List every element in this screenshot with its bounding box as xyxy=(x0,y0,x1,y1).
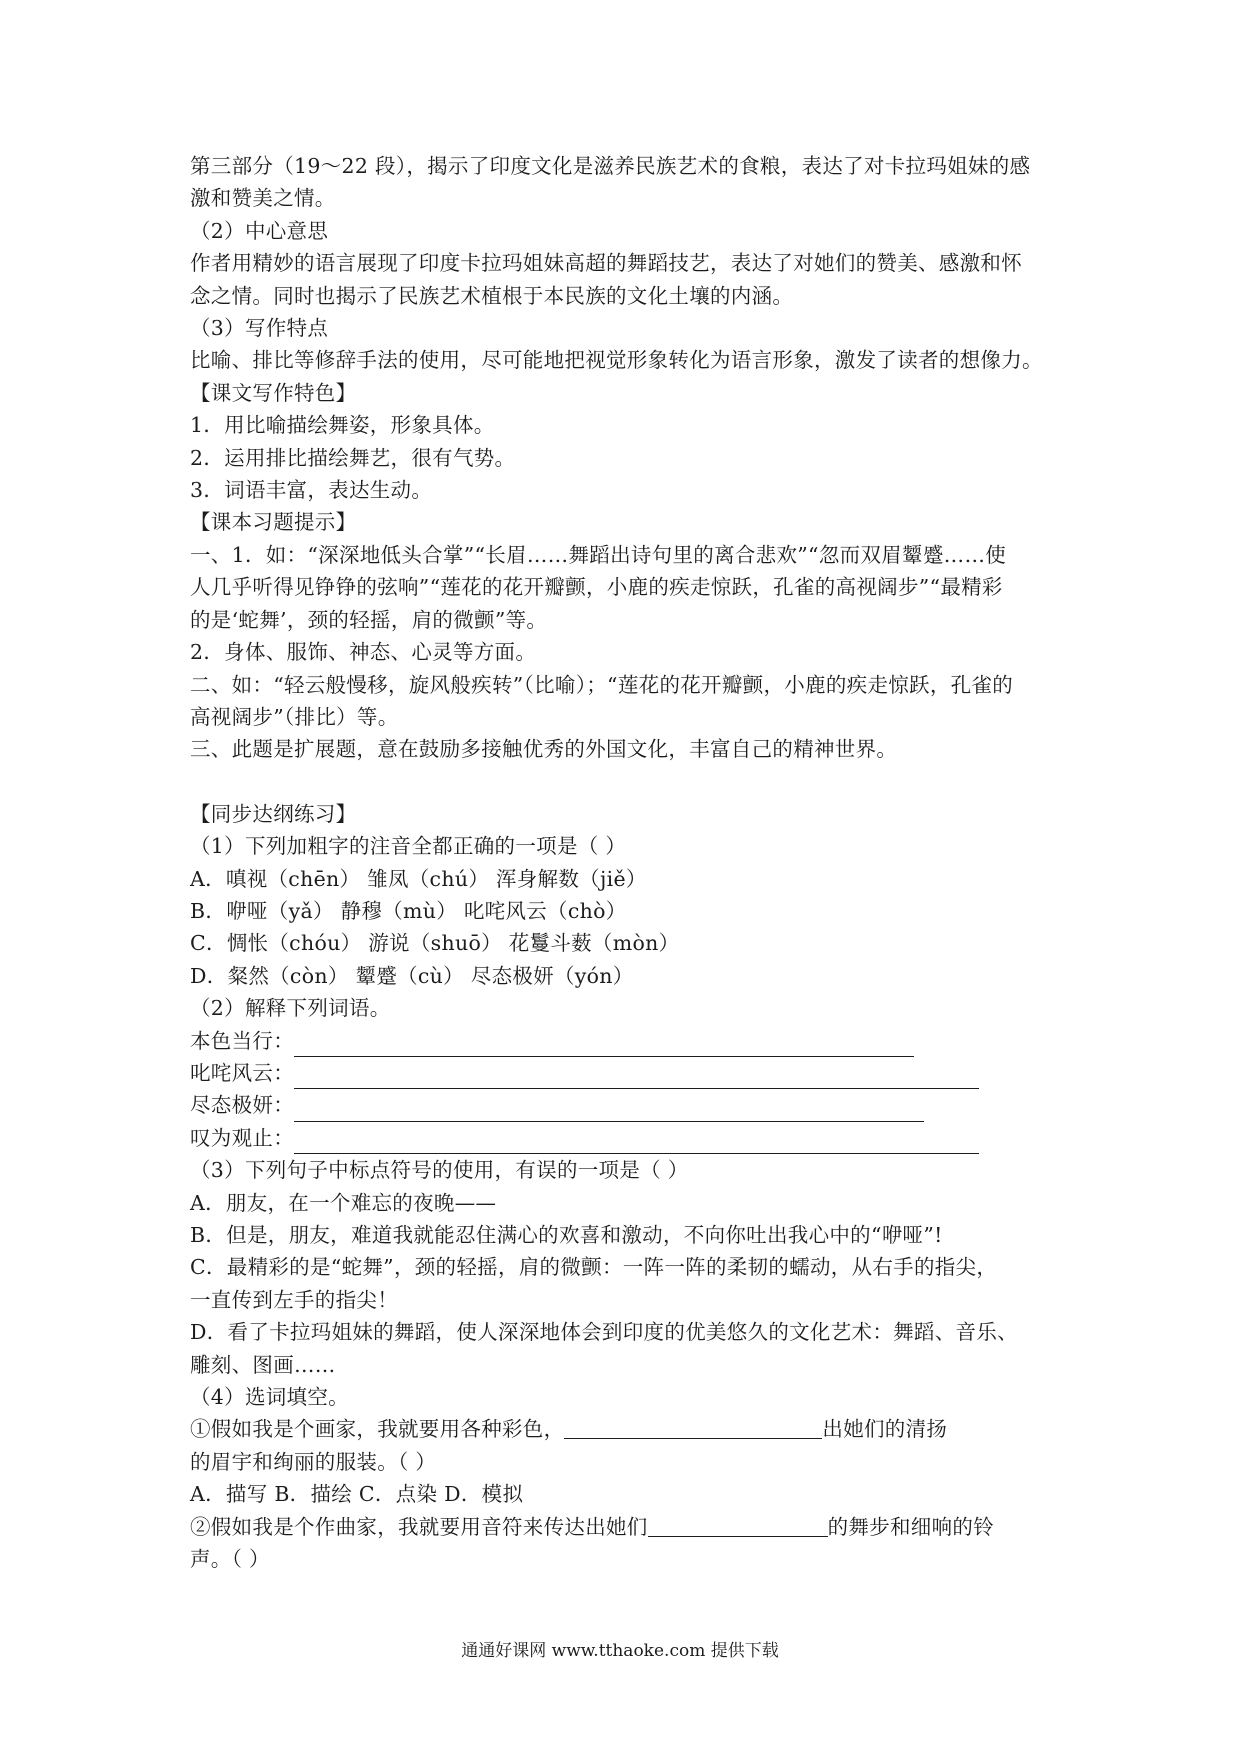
answer-blank[interactable] xyxy=(294,1131,979,1154)
question: （3）下列句子中标点符号的使用，有误的一项是（ ） xyxy=(190,1158,689,1183)
sentence-part: ②假如我是个作曲家，我就要用音符来传达出她们 xyxy=(190,1514,648,1539)
section-heading: （2）中心意思 xyxy=(190,218,329,243)
section-heading: 【课文写作特色】 xyxy=(190,380,357,405)
answer-option: B．但是，朋友，难道我就能忍住满心的欢喜和激动，不向你吐出我心中的“咿哑”! xyxy=(190,1222,943,1247)
text-line: 的是‘蛇舞’，颈的轻摇，肩的微颤”等。 xyxy=(190,607,548,632)
text-line: 一、1．如：“深深地低头合掌”“长眉……舞蹈出诗句里的离合悲欢”“忽而双眉颦蹙……使 xyxy=(190,542,1007,567)
list-item: 2．身体、服饰、神态、心灵等方面。 xyxy=(190,640,537,665)
question: （2）解释下列词语。 xyxy=(190,996,391,1021)
list-item: 2．运用排比描绘舞艺，很有气势。 xyxy=(190,445,516,470)
answer-option: C．惆怅（chóu） 游说（shuō） 花鬘斗薮（mòn） xyxy=(190,931,680,956)
answer-option: A．嗔视（chēn） 雏凤（chú） 浑身解数（jiě） xyxy=(190,866,647,891)
text-line: 比喻、排比等修辞手法的使用，尽可能地把视觉形象转化为语言形象，激发了读者的想像力。 xyxy=(190,348,1043,373)
question: （4）选词填空。 xyxy=(190,1384,349,1409)
section-heading: 【同步达纲练习】 xyxy=(190,801,357,826)
answer-blank[interactable] xyxy=(294,1099,924,1122)
section-heading: 【课本习题提示】 xyxy=(190,510,357,535)
text-line: 雕刻、图画…… xyxy=(190,1352,336,1377)
text-line: 念之情。同时也揭示了民族艺术植根于本民族的文化土壤的内涵。 xyxy=(190,283,794,308)
answer-blank[interactable] xyxy=(294,1034,914,1057)
text-line xyxy=(190,1413,1065,1445)
fill-in-row xyxy=(190,1089,1065,1121)
text-line: 激和赞美之情。 xyxy=(190,186,336,211)
section-heading: （3）写作特点 xyxy=(190,316,329,341)
answer-blank[interactable] xyxy=(564,1416,822,1439)
text-line xyxy=(190,1511,1065,1543)
list-item: 1．用比喻描绘舞姿，形象具体。 xyxy=(190,413,495,438)
document-body xyxy=(190,150,1065,1575)
term-label: 叹为观止： xyxy=(190,1125,294,1150)
answer-option: C．最精彩的是“蛇舞”，颈的轻摇，肩的微颤：一阵一阵的柔韧的蠕动，从右手的指尖， xyxy=(190,1255,998,1280)
text-line: 一直传到左手的指尖！ xyxy=(190,1287,398,1312)
sentence-part: 的舞步和细响的铃 xyxy=(827,1514,995,1539)
answer-blank[interactable] xyxy=(294,1066,979,1089)
fill-in-row xyxy=(190,1122,1065,1154)
answer-option: D．粲然（còn） 颦蹙（cù） 尽态极妍（yón） xyxy=(190,963,634,988)
fill-in-row xyxy=(190,1057,1065,1089)
text-line: 二、如：“轻云般慢移，旋风般疾转”（比喻）；“莲花的花开瓣颤，小鹿的疾走惊跃，孔雀的 xyxy=(190,672,1014,697)
answer-option: A．朋友，在一个难忘的夜晚—— xyxy=(190,1190,497,1215)
term-label: 本色当行： xyxy=(190,1028,294,1053)
fill-in-row xyxy=(190,1025,1065,1057)
list-item: 3．词语丰富，表达生动。 xyxy=(190,478,433,503)
text-line: 三、此题是扩展题，意在鼓励多接触优秀的外国文化，丰富自己的精神世界。 xyxy=(190,737,898,762)
answer-option: B．咿哑（yǎ） 静穆（mù） 叱咤风云（chò） xyxy=(190,898,627,923)
page-footer: 通通好课网 www.tthaoke.com 提供下载 xyxy=(461,1641,779,1661)
spacer xyxy=(190,766,1065,798)
sentence-part: ①假如我是个画家，我就要用各种彩色， xyxy=(190,1417,565,1442)
text-line: 第三部分（19～22 段），揭示了印度文化是滋养民族艺术的食粮，表达了对卡拉玛姐妹的感 xyxy=(190,154,1031,178)
answer-option: A．描写 B．描绘 C．点染 D．模拟 xyxy=(190,1482,524,1507)
text-line: 的眉宇和绚丽的服装。（ ） xyxy=(190,1449,437,1474)
term-label: 尽态极妍： xyxy=(190,1093,294,1118)
answer-option: D．看了卡拉玛姐妹的舞蹈，使人深深地体会到印度的优美悠久的文化艺术：舞蹈、音乐、 xyxy=(190,1320,1018,1345)
text-line: 声。（ ） xyxy=(190,1547,270,1571)
question: （1）下列加粗字的注音全都正确的一项是（ ） xyxy=(190,834,627,859)
answer-blank[interactable] xyxy=(648,1514,828,1537)
text-line: 人几乎听得见铮铮的弦响”“莲花的花开瓣颤，小鹿的疾走惊跃，孔雀的高视阔步”“最精彩 xyxy=(190,575,1003,600)
text-line: 作者用精妙的语言展现了印度卡拉玛姐妹高超的舞蹈技艺，表达了对她们的赞美、感激和怀 xyxy=(190,251,1022,276)
term-label: 叱咤风云： xyxy=(190,1060,294,1085)
text-line: 高视阔步”（排比）等。 xyxy=(190,704,399,729)
sentence-part: 出她们的清扬 xyxy=(822,1417,948,1442)
